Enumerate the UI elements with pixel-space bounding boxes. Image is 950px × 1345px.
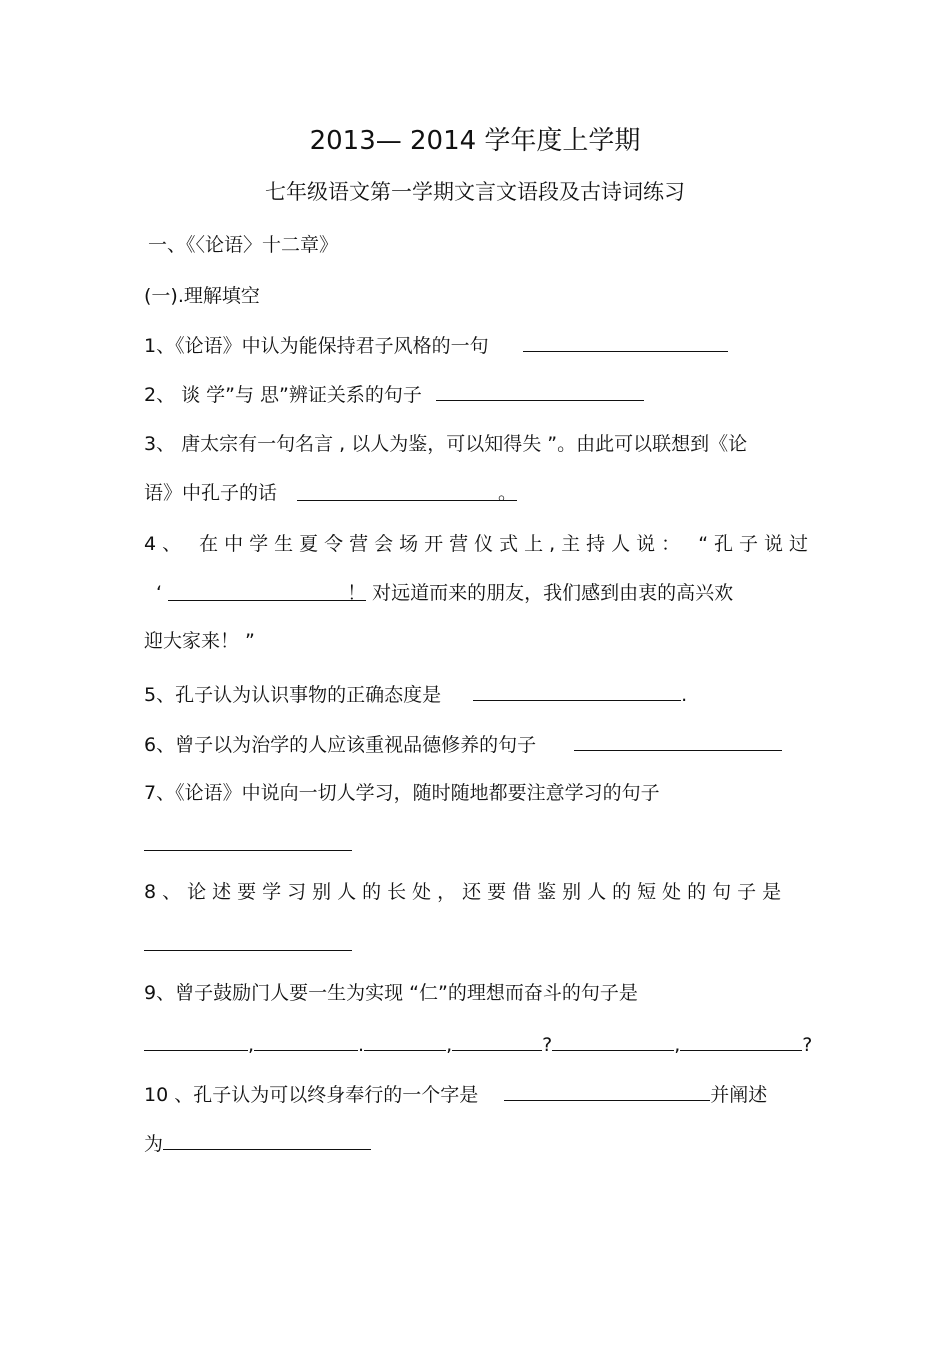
question-9-answers <box>144 1030 812 1058</box>
answer-blank[interactable] <box>168 580 367 604</box>
answer-blank[interactable] <box>144 930 352 951</box>
question-3-line-1: 3、 唐太宗有一句名言 , 以人为鉴，可以知得失 ”。由此可以联想到《论 <box>144 433 748 455</box>
question-8-answer <box>144 930 352 958</box>
answer-blank[interactable] <box>504 1080 710 1101</box>
question-8: 8、论述要学习别人的长处，还要借鉴别人的短处的句子是 <box>144 881 788 903</box>
question-7-answer <box>144 830 352 858</box>
question-4-line-1: 4、 在中学生夏令营会场开营仪式上,主持人说： “孔子说过 <box>144 533 815 555</box>
question-10-text-2: 为 <box>144 1133 164 1155</box>
answer-blank[interactable] <box>144 830 352 851</box>
question-5 <box>144 680 687 708</box>
period-mark: 。 <box>498 482 518 504</box>
answer-blank[interactable] <box>163 1129 371 1150</box>
answer-blank[interactable] <box>523 331 728 352</box>
question-3-line-2 <box>144 480 517 506</box>
question-5-text: 5、孔子认为认识事物的正确态度是 <box>144 684 442 706</box>
comma-mark: , <box>674 1034 681 1056</box>
question-mark: ? <box>802 1034 813 1056</box>
answer-blank[interactable] <box>254 1030 358 1051</box>
comma-mark: , <box>248 1034 255 1056</box>
question-10-line-2 <box>144 1129 371 1157</box>
question-2 <box>144 380 644 408</box>
subsection-heading: (一).理解填空 <box>144 285 260 307</box>
question-9: 9、曾子鼓励门人要一生为实现 “仁”的理想而奋斗的句子是 <box>144 982 638 1004</box>
question-3-text: 语》中孔子的话 <box>144 482 278 504</box>
question-1-text: 1、《论语》中认为能保持君子风格的一句 <box>144 335 489 357</box>
question-4-text: 对远道而来的朋友，我们感到由衷的高兴欢 <box>372 582 734 604</box>
answer-blank[interactable] <box>473 680 681 701</box>
answer-blank[interactable] <box>436 380 644 401</box>
question-6 <box>144 730 782 758</box>
question-4-line-3: 迎大家来！ ” <box>144 630 255 652</box>
answer-blank[interactable] <box>680 1030 802 1051</box>
question-2-text: 2、 谈 学”与 思”辨证关系的句子 <box>144 384 422 406</box>
question-10-text-end: 并阐述 <box>710 1084 768 1106</box>
answer-blank[interactable] <box>452 1030 542 1051</box>
comma-mark: , <box>446 1034 453 1056</box>
question-mark: ? <box>542 1034 553 1056</box>
section-heading: 一、《〈论语〉十二章》 <box>148 234 339 256</box>
question-10 <box>144 1080 767 1108</box>
period-mark: . <box>681 684 688 706</box>
quote-mark: ‘ <box>156 582 163 604</box>
question-4-line-2 <box>156 580 733 606</box>
exclamation-mark: ！ <box>347 582 367 604</box>
question-7: 7、《论语》中说向一切人学习，随时随地都要注意学习的句子 <box>144 782 660 804</box>
page-title: 2013— 2014 学年度上学期 <box>309 126 641 156</box>
question-10-text: 10 、孔子认为可以终身奉行的一个字是 <box>144 1084 479 1106</box>
answer-blank[interactable] <box>144 1030 248 1051</box>
question-6-text: 6、曾子以为治学的人应该重视品德修养的句子 <box>144 734 537 756</box>
answer-blank[interactable] <box>297 480 518 504</box>
page-subtitle: 七年级语文第一学期文言文语段及古诗词练习 <box>265 180 685 204</box>
answer-blank[interactable] <box>574 730 782 751</box>
question-1 <box>144 331 728 359</box>
answer-blank[interactable] <box>364 1030 446 1051</box>
period-mark: . <box>358 1034 365 1056</box>
answer-blank[interactable] <box>552 1030 674 1051</box>
